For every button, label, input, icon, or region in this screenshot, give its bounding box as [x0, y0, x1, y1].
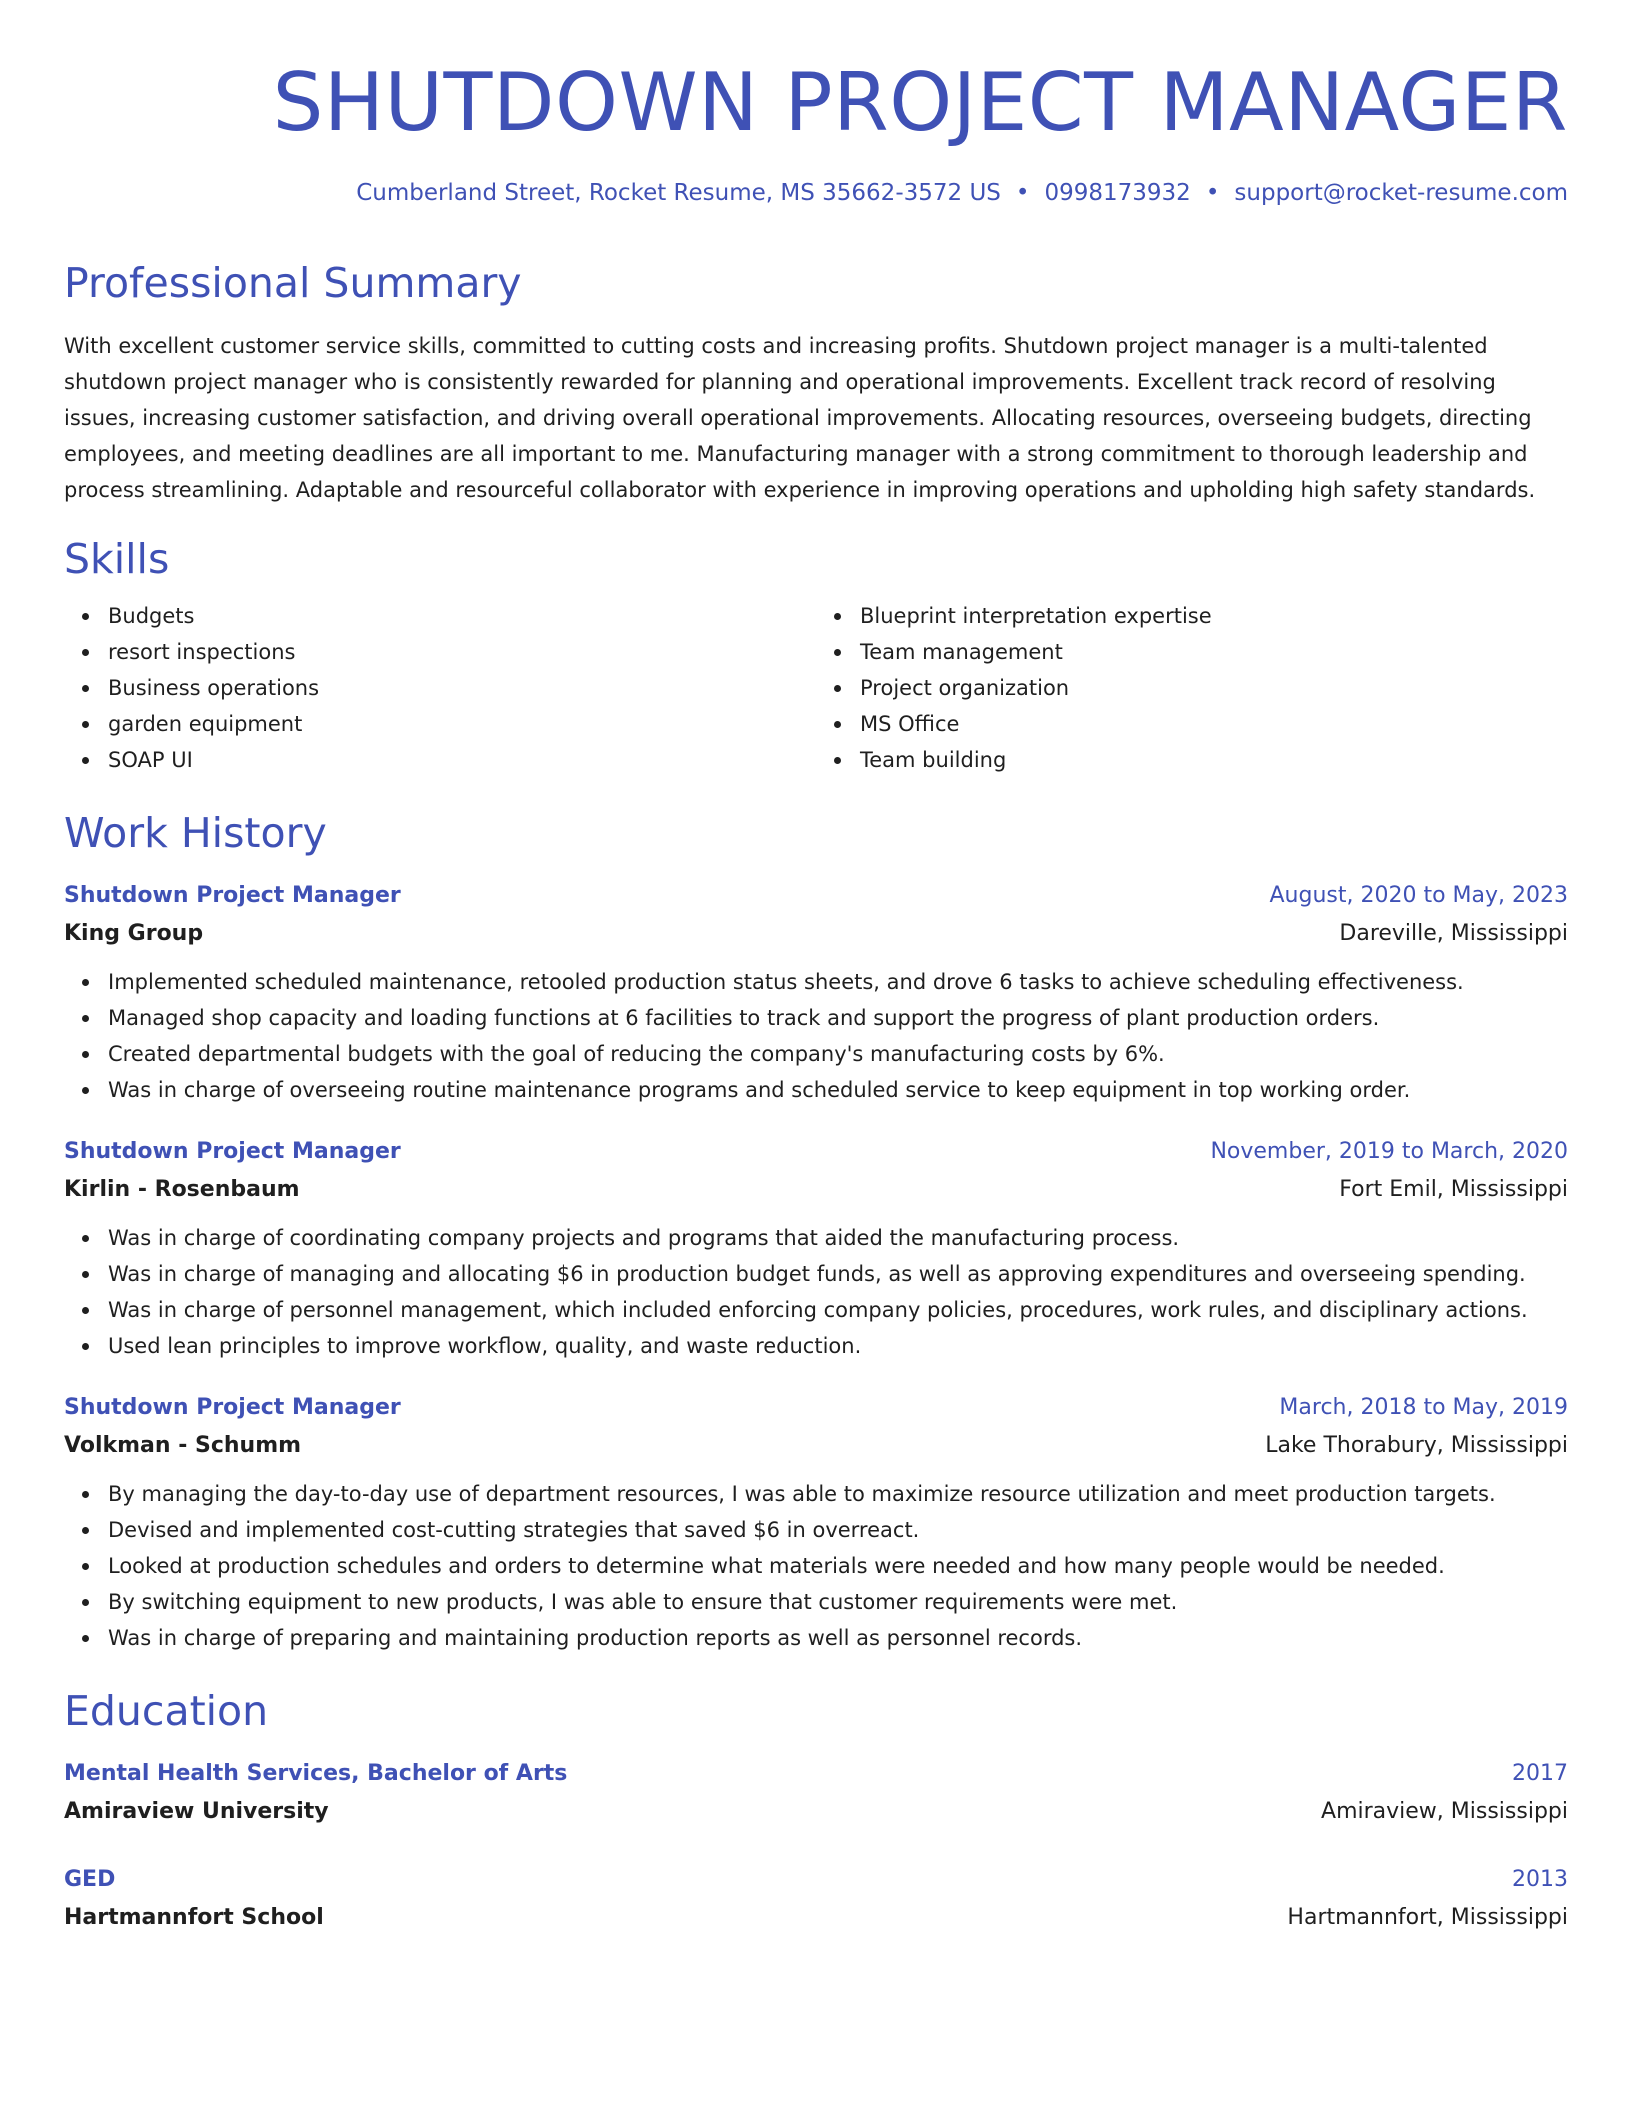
job-bullet: Implemented scheduled maintenance, retooled production status sheets, and drove 6 tasks to achieve scheduling effectiveness. [108, 964, 1568, 1000]
job-company: Kirlin - Rosenbaum [64, 1177, 300, 1202]
skill-item: Business operations [108, 670, 816, 706]
job-bullet: Looked at production schedules and orders to determine what materials were needed and how many people would be needed. [108, 1548, 1568, 1584]
skills-heading: Skills [64, 535, 170, 583]
job-location: Lake Thorabury, Mississippi [1265, 1433, 1568, 1458]
skill-item: Blueprint interpretation expertise [860, 598, 1568, 634]
job-company: King Group [64, 921, 204, 946]
contact-separator: • [1205, 180, 1220, 206]
job-entry [64, 1134, 1568, 1364]
skill-item: Team building [860, 742, 1568, 778]
education-year: 2017 [1512, 1761, 1568, 1786]
skills-list [64, 598, 1568, 778]
job-bullet: Was in charge of preparing and maintaining production reports as well as personnel records. [108, 1620, 1568, 1656]
resume-header [64, 0, 1568, 208]
job-entry [64, 1390, 1568, 1656]
job-dates: March, 2018 to May, 2019 [1279, 1395, 1568, 1420]
contact-email[interactable]: support@rocket-resume.com [1234, 180, 1568, 206]
job-dates: November, 2019 to March, 2020 [1210, 1139, 1568, 1164]
skills-column-left [64, 598, 816, 778]
work-history-heading: Work History [64, 809, 327, 857]
job-role: Shutdown Project Manager [64, 1395, 401, 1420]
job-bullets [64, 1476, 1568, 1656]
contact-line [64, 178, 1568, 208]
job-location: Fort Emil, Mississippi [1339, 1177, 1568, 1202]
job-bullet: By managing the day-to-day use of department resources, I was able to maximize resource utilization and meet production targets. [108, 1476, 1568, 1512]
education-entry [64, 1862, 1568, 1938]
contact-address: Cumberland Street, Rocket Resume, MS 35662-3572 US [356, 180, 1001, 206]
education-location: Amiraview, Mississippi [1321, 1799, 1568, 1824]
education-heading: Education [64, 1687, 269, 1735]
education-school: Amiraview University [64, 1799, 329, 1824]
skill-item: Project organization [860, 670, 1568, 706]
education-school: Hartmannfort School [64, 1905, 324, 1930]
job-role: Shutdown Project Manager [64, 883, 401, 908]
candidate-title: SHUTDOWN PROJECT MANAGER [272, 56, 1568, 149]
education-degree: GED [64, 1867, 116, 1892]
contact-separator: • [1015, 180, 1030, 206]
skill-item: MS Office [860, 706, 1568, 742]
skill-item: garden equipment [108, 706, 816, 742]
skill-item: Budgets [108, 598, 816, 634]
education-location: Hartmannfort, Mississippi [1287, 1905, 1568, 1930]
skills-column-right [816, 598, 1568, 778]
contact-phone[interactable]: 0998173932 [1044, 180, 1191, 206]
job-bullet: Used lean principles to improve workflow, quality, and waste reduction. [108, 1328, 1568, 1364]
job-bullets [64, 964, 1568, 1108]
education-entry [64, 1756, 1568, 1832]
job-bullet: Was in charge of managing and allocating $6 in production budget funds, as well as approving expenditures and overseeing spending. [108, 1256, 1568, 1292]
job-bullet: Was in charge of personnel management, which included enforcing company policies, procedures, work rules, and disciplinary actions. [108, 1292, 1568, 1328]
job-entry [64, 878, 1568, 1108]
job-bullet: Devised and implemented cost-cutting strategies that saved $6 in overreact. [108, 1512, 1568, 1548]
education-year: 2013 [1512, 1867, 1568, 1892]
summary-text: With excellent customer service skills, committed to cutting costs and increasing profits. Shutdown project manager is a multi-talented shutdown project manager who is consistently rewarded for planning and operational improvements. Excellent track record of resolving issues, increasing customer satisfaction, and driving overall operational improvements. Allocating resources, overseeing budgets, directing employees, and meeting deadlines are all important to me. Manufacturing manager with a strong commitment to thorough leadership and process streamlining. Adaptable and resourceful collaborator with experience in improving operations and upholding high safety standards. [64, 334, 1536, 502]
job-dates: August, 2020 to May, 2023 [1269, 883, 1568, 908]
job-location: Dareville, Mississippi [1339, 921, 1568, 946]
job-role: Shutdown Project Manager [64, 1139, 401, 1164]
job-bullets [64, 1220, 1568, 1364]
skill-item: Team management [860, 634, 1568, 670]
job-bullet: Was in charge of coordinating company projects and programs that aided the manufacturing process. [108, 1220, 1568, 1256]
education-degree: Mental Health Services, Bachelor of Arts [64, 1761, 568, 1786]
skill-item: resort inspections [108, 634, 816, 670]
summary-heading: Professional Summary [64, 259, 522, 307]
skill-item: SOAP UI [108, 742, 816, 778]
job-bullet: Managed shop capacity and loading functions at 6 facilities to track and support the progress of plant production orders. [108, 1000, 1568, 1036]
job-bullet: Created departmental budgets with the goal of reducing the company's manufacturing costs by 6%. [108, 1036, 1568, 1072]
job-bullet: Was in charge of overseeing routine maintenance programs and scheduled service to keep equipment in top working order. [108, 1072, 1568, 1108]
job-company: Volkman - Schumm [64, 1433, 302, 1458]
job-bullet: By switching equipment to new products, I was able to ensure that customer requirements were met. [108, 1584, 1568, 1620]
